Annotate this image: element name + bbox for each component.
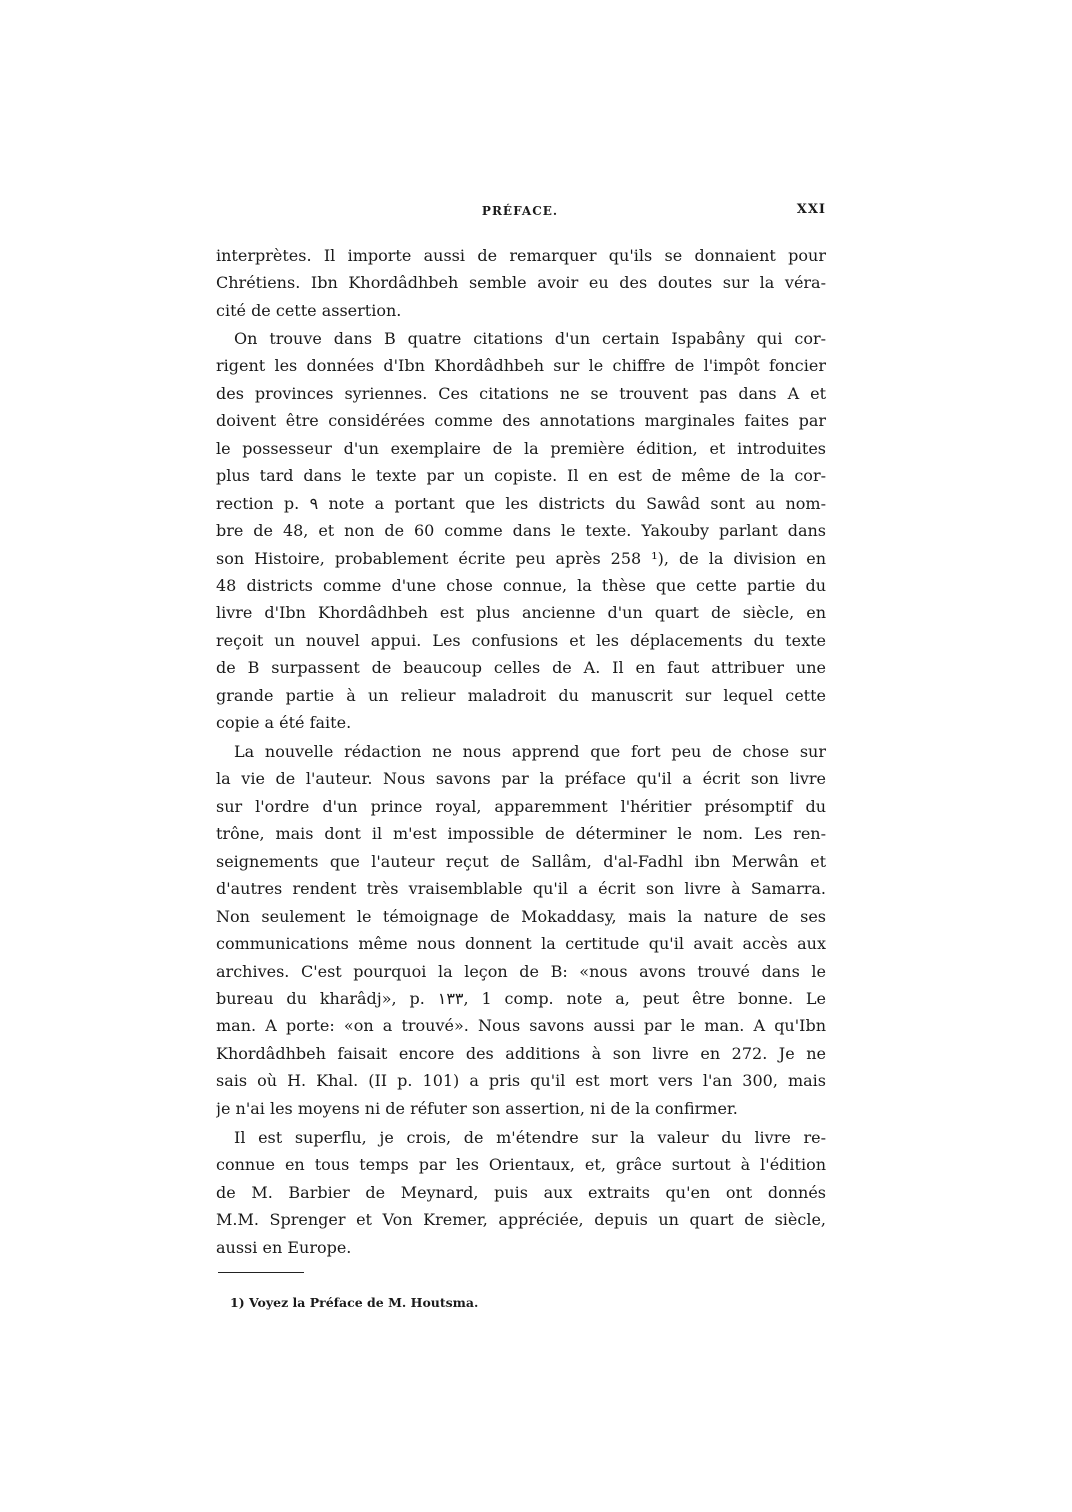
text-line: grande partie à un relieur maladroit du manuscrit sur lequel cette [216,685,826,705]
text-line: Chrétiens. Ibn Khordâdhbeh semble avoir eu des doutes sur la véra- [216,273,826,293]
paragraph [216,1124,826,1261]
text-line: interprètes. Il importe aussi de remarquer qu'ils se donnaient pour [216,246,826,265]
text-line: doivent être considérées comme des annotations marginales faites par [216,411,826,431]
text-line: de B surpassent de beaucoup celles de A. Il en faut attribuer une [216,658,826,678]
text-line: son Histoire, probablement écrite peu après 258 ¹), de la division en [216,548,826,568]
text-line: le possesseur d'un exemplaire de la première édition, et introduites [216,438,826,458]
text-line: connue en tous temps par les Orientaux, et, grâce surtout à l'édition [216,1155,826,1175]
text-line: de M. Barbier de Meynard, puis aux extraits qu'en ont donnés [216,1182,826,1202]
text-line: Non seulement le témoignage de Mokaddasy, mais la nature de ses [216,906,826,926]
text-line: la vie de l'auteur. Nous savons par la préface qu'il a écrit son livre [216,769,826,789]
text-line: livre d'Ibn Khordâdhbeh est plus ancienne d'un quart de siècle, en [216,603,826,623]
text-line: communications même nous donnent la certitude qu'il avait accès aux [216,934,826,954]
running-title: PRÉFACE. [481,204,559,218]
text-line: sur l'ordre d'un prince royal, apparemment l'héritier présomptif du [216,796,826,816]
text-line: sais où H. Khal. (II p. 101) a pris qu'il est mort vers l'an 300, mais [216,1071,826,1091]
text-line: bureau du kharâdj», p. ١٣٣, 1 comp. note a, peut être bonne. Le [216,988,826,1008]
text-line: M.M. Sprenger et Von Kremer, appréciée, depuis un quart de siècle, [216,1210,826,1230]
text-line: rigent les données d'Ibn Khordâdhbeh sur le chiffre de l'impôt foncier [216,356,826,376]
paragraph [216,325,826,737]
text-line: man. A porte: «on a trouvé». Nous savons aussi par le man. A qu'Ibn [216,1016,826,1036]
paragraph [216,242,826,324]
text-line: cité de cette assertion. [216,300,402,320]
text-line: reçoit un nouvel appui. Les confusions et les déplacements du texte [216,630,826,650]
page-number: XXI [796,202,826,217]
footnote: 1) Voyez la Préface de M. Houtsma. [230,1295,479,1310]
text-line: des provinces syriennes. Ces citations ne se trouvent pas dans A et [216,383,826,403]
text-line: 48 districts comme d'une chose connue, la thèse que cette partie du [216,575,826,595]
text-line: Khordâdhbeh faisait encore des additions à son livre en 272. Je ne [216,1043,826,1063]
footnote-rule [218,1272,304,1273]
text-line: je n'ai les moyens ni de réfuter son assertion, ni de la confirmer. [216,1098,738,1118]
text-line: archives. C'est pourquoi la leçon de B: «nous avons trouvé dans le [216,961,826,981]
text-line: aussi en Europe. [216,1237,352,1257]
text-line: rection p. ٩ note a portant que les districts du Sawâd sont au nom- [216,493,826,513]
text-line: copie a été faite. [216,713,352,733]
text-line: plus tard dans le texte par un copiste. Il en est de même de la cor- [216,466,826,486]
text-line: seignements que l'auteur reçut de Sallâm, d'al-Fadhl ibn Merwân et [216,851,826,871]
text-line: trône, mais dont il m'est impossible de déterminer le nom. Les ren- [216,824,826,844]
text-line: bre de 48, et non de 60 comme dans le texte. Yakouby parlant dans [216,521,826,541]
text-line: Il est superflu, je crois, de m'étendre sur la valeur du livre re- [234,1128,826,1147]
text-line: La nouvelle rédaction ne nous apprend que fort peu de chose sur [234,742,826,761]
paragraph [216,738,826,1122]
running-header [214,200,826,222]
text-line: d'autres rendent très vraisemblable qu'il a écrit son livre à Samarra. [216,879,826,899]
text-line: On trouve dans B quatre citations d'un certain Ispabâny qui cor- [234,329,826,348]
